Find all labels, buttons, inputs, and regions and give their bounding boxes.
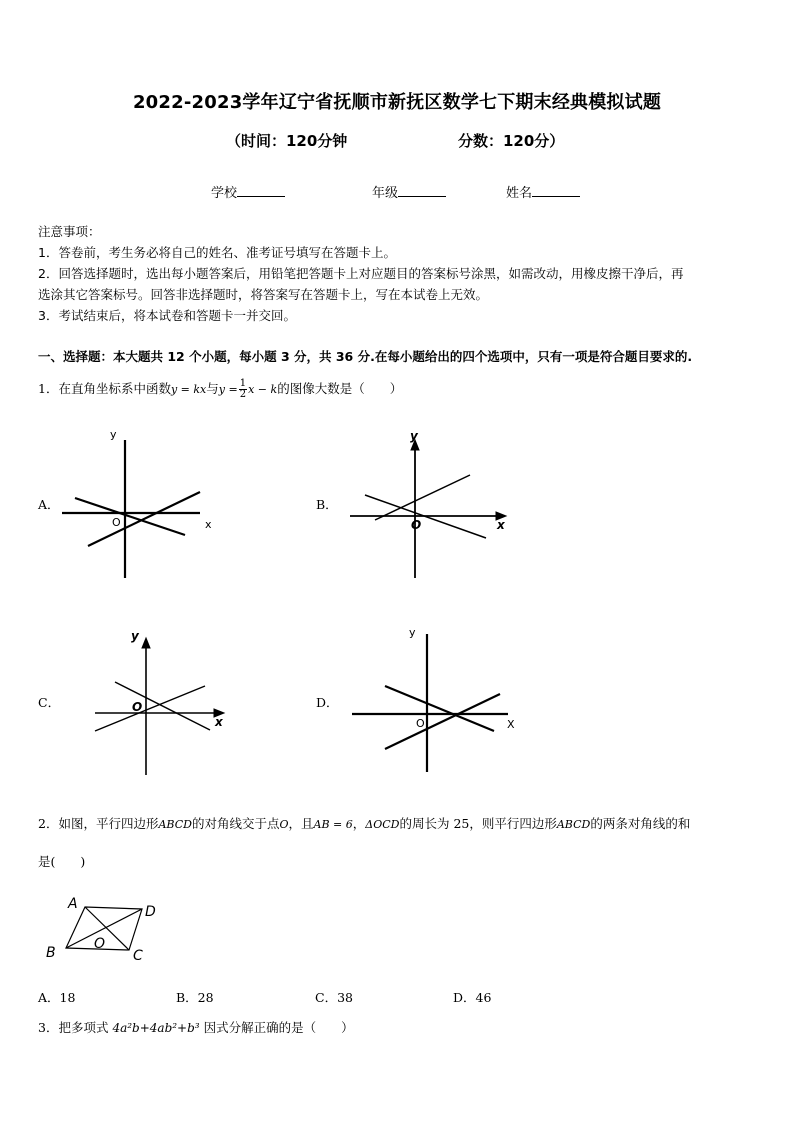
q1-graph-b: [350, 429, 506, 578]
q2-line-2: 是( ): [38, 854, 86, 869]
q2-abcd-1: ABCD: [158, 818, 192, 831]
q1-fraction-num: 1: [239, 378, 247, 389]
q2-text-6: 的两条对角线的和: [590, 816, 691, 831]
q2-option-b: B．28: [176, 990, 214, 1005]
graph-b-origin: O: [411, 518, 422, 532]
q1-option-a-label: A．: [38, 497, 60, 512]
q1-option-d-label: D．: [316, 695, 339, 710]
graph-c-line-2: [95, 686, 205, 731]
q2-text-3: ，且: [288, 816, 314, 831]
graph-c-y-arrow: [142, 638, 150, 648]
q1-mid: 与: [206, 381, 219, 396]
q1-suffix: 的图像大数是（ ）: [277, 381, 403, 396]
q2-ab: AB = 6: [313, 818, 353, 831]
q1-option-c-label: C．: [38, 695, 61, 710]
q1-func2-left: y =: [218, 383, 238, 396]
q2-ocd: ΔOCD: [365, 818, 400, 831]
q3-suffix: 因式分解正确的是（ ）: [199, 1020, 354, 1035]
q1-func1: y = kx: [170, 383, 207, 396]
notice-heading: 注意事项：: [38, 224, 101, 239]
section-heading: 一、选择题：本大题共 12 个小题，每小题 3 分，共 36 分.在每小题给出的四个选项中，只有一项是符合题目要求的.: [38, 349, 693, 364]
graph-a-y-label: y: [110, 428, 117, 441]
q1-graph-c: [95, 629, 224, 775]
notice-item-3: 3．考试结束后，将本试卷和答题卡一并交回。: [38, 308, 296, 323]
exam-score: 分数：120分）: [458, 132, 565, 150]
q1-prefix: 1．在直角坐标系中函数: [38, 381, 171, 396]
school-label: 学校: [211, 186, 238, 201]
vertex-o: O: [94, 936, 106, 952]
q1-fraction-den: 2: [239, 389, 247, 400]
q2-text-4: ，: [352, 816, 366, 831]
graph-d-line-1: [385, 686, 494, 731]
graph-a-line-1: [75, 498, 185, 535]
vertex-a: A: [68, 896, 78, 912]
q2-abcd-2: ABCD: [556, 818, 591, 831]
graph-d-origin: O: [416, 717, 425, 730]
q2-text-1: 2．如图，平行四边形: [38, 816, 159, 831]
graph-d-line-2: [385, 694, 500, 749]
page-title: 2022-2023学年辽宁省抚顺市新抚区数学七下期末经典模拟试题: [132, 92, 662, 113]
graph-d-y-label: y: [409, 626, 416, 639]
graph-c-origin: O: [132, 700, 143, 714]
q2-option-c: C．38: [315, 990, 353, 1005]
notice-item-1: 1．答卷前，考生务必将自己的姓名、准考证号填写在答题卡上。: [38, 245, 396, 260]
question-3: [38, 1018, 354, 1036]
graph-b-x-label: x: [497, 518, 505, 532]
q2-point-o: O: [279, 818, 289, 831]
name-label: 姓名: [506, 186, 533, 201]
diagonal-ac: [85, 907, 129, 950]
graph-b-line-2: [375, 475, 470, 520]
question-2: [38, 813, 690, 836]
q3-expression: 4a²b+4ab²+b³: [112, 1021, 200, 1035]
exam-time: （时间：120分钟: [226, 132, 348, 150]
graph-c-y-label: y: [131, 629, 139, 643]
q1-graph-a: [62, 428, 212, 578]
vertex-b: B: [46, 945, 56, 961]
graph-a-line-2: [88, 492, 200, 546]
graph-d-x-label: X: [507, 718, 515, 731]
q2-text-2: 的对角线交于点: [191, 816, 280, 831]
q1-graph-d: [352, 626, 515, 772]
vertex-c: C: [133, 948, 143, 964]
q1-func2-right: x − k: [248, 383, 278, 396]
notice-item-2-cont: 选涂其它答案标号。回答非选择题时，将答案写在答题卡上，写在本试卷上无效。: [38, 287, 489, 302]
q3-prefix: 3．把多项式: [38, 1020, 113, 1035]
graph-a-x-label: x: [205, 518, 212, 531]
graph-c-x-label: x: [215, 715, 223, 729]
notice-item-2: 2．回答选择题时，选出每小题答案后，用铅笔把答题卡上对应题目的答案标号涂黑，如需改动，用橡皮擦干净后，再: [38, 266, 684, 281]
q2-text-5: 的周长为 25，则平行四边形: [399, 816, 557, 831]
grade-label: 年级: [372, 186, 399, 201]
q2-parallelogram-figure: [46, 896, 156, 964]
graph-b-y-label: y: [410, 429, 418, 443]
q2-option-a: A．18: [38, 990, 76, 1005]
graph-a-origin: O: [112, 516, 121, 529]
q1-option-b-label: B．: [316, 497, 338, 512]
vertex-d: D: [145, 904, 156, 920]
q2-option-d: D．46: [453, 990, 492, 1005]
